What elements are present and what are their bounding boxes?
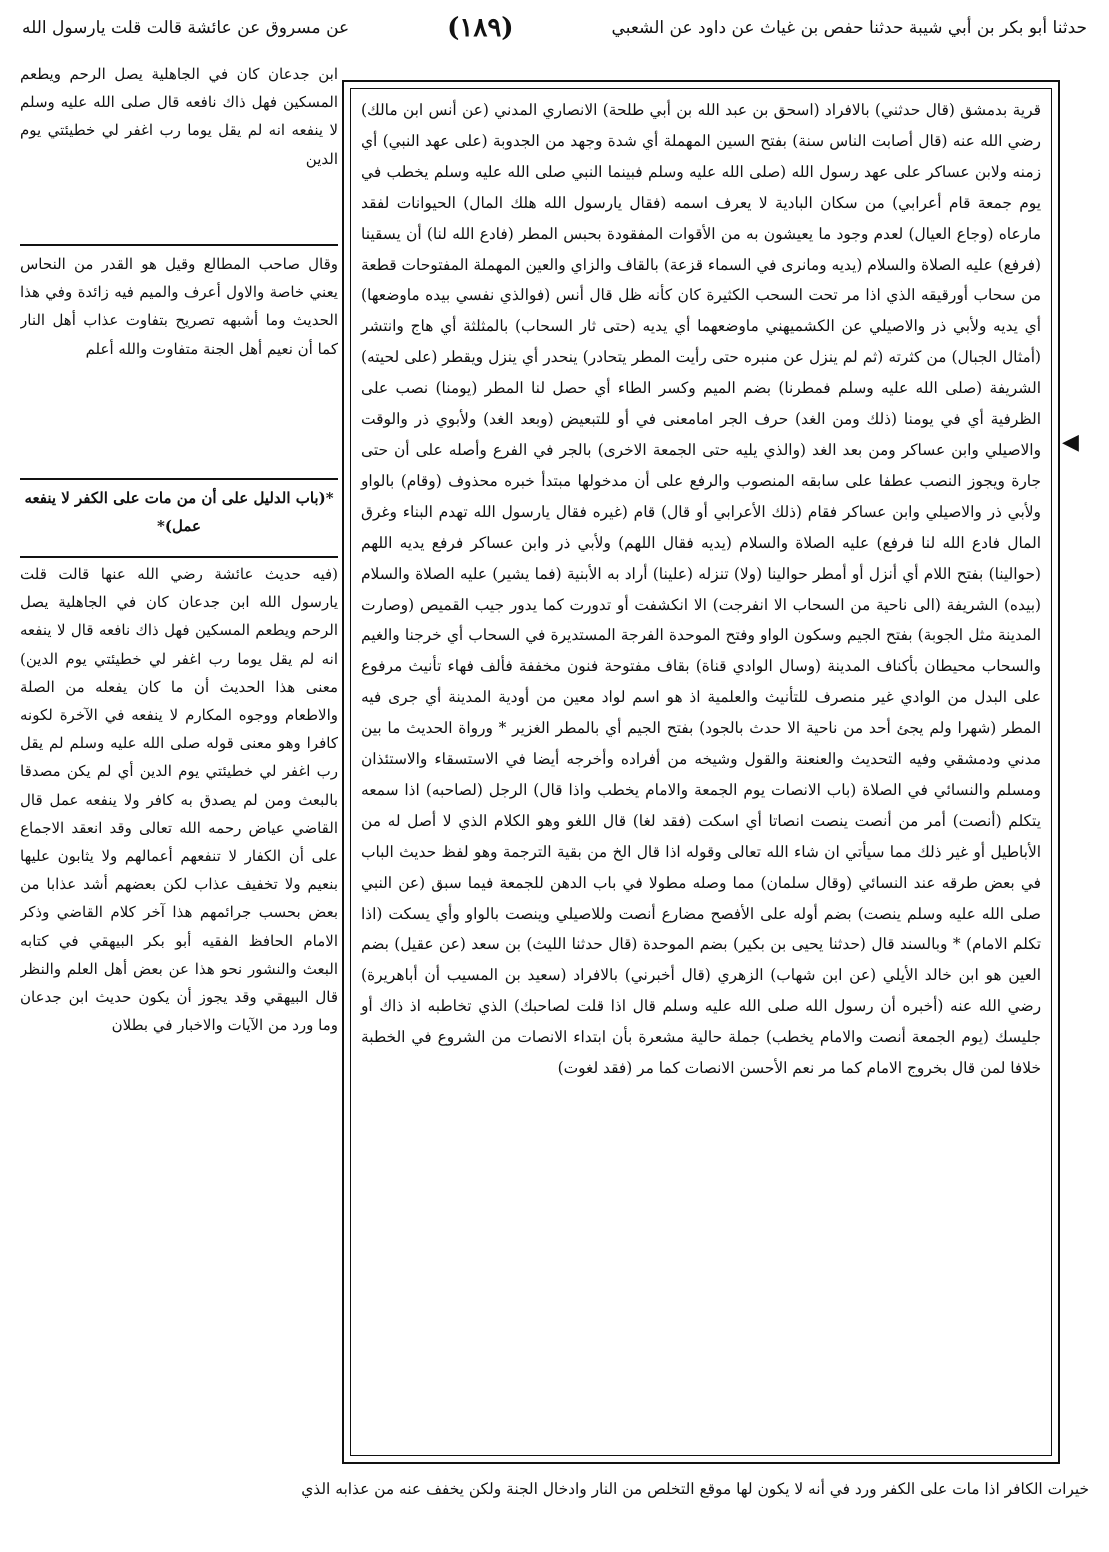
side-divider xyxy=(20,244,338,246)
margin-ornament-icon: ◀ xyxy=(1062,430,1079,455)
side-block-1 xyxy=(20,60,338,240)
main-column xyxy=(350,88,1052,1456)
chapter-title xyxy=(20,484,338,552)
page-number: (١٨٩) xyxy=(447,13,514,43)
footer-text: خيرات الكافر اذا مات على الكفر ورد في أنه لا يكون لها موقع التخلص من النار وادخال الجنة ولكن يخفف عنه من عذابه الذي xyxy=(301,1480,1089,1498)
side-divider xyxy=(20,478,338,480)
side-block-2 xyxy=(20,250,338,475)
page-header xyxy=(22,4,1087,52)
header-left-text: عن مسروق عن عائشة قالت قلت يارسول الله xyxy=(22,18,350,38)
side-text-1: ابن جدعان كان في الجاهلية يصل الرحم ويطعم المسكين فهل ذاك نافعه قال صلى الله عليه وسلم لا ينفعه انه لم يقل يوما رب اغفر لي خطيئتي يوم الدين xyxy=(20,65,338,168)
header-right-text: حدثنا أبو بكر بن أبي شيبة حدثنا حفص بن غياث عن داود عن الشعبي xyxy=(611,18,1087,38)
side-divider xyxy=(20,556,338,558)
chapter-title-text: *(باب الدليل على أن من مات على الكفر لا ينفعه عمل)* xyxy=(24,489,334,536)
page-footer xyxy=(20,1474,1089,1534)
side-block-3 xyxy=(20,560,338,1475)
main-paragraph: قرية بدمشق (قال حدثني) بالافراد (اسحق بن عبد الله بن أبي طلحة) الانصاري المدني (عن أنس ابن مالك) رضي الله عنه (قال أصابت الناس سنة) بفتح السين المهملة أي شدة وجهد من الجدوبة (على عهد النبي) أي زمنه ولابن عساكر على عهد رسول الله (صلى الله عليه وسلم فبينما النبي صلى الله عليه وسلم يخطب في يوم جمعة قام أعرابي) من سكان البادية لا يعرف اسمه (فقال يارسول الله هلك المال) الحيوانات لفقد مارعاه (وجاع العيال) لعدم وجود ما يعيشون به من الأقوات المفقودة بحبس المطر (فادع الله لنا) أن يسقينا (فرفع) عليه الصلاة والسلام (يديه ومانرى في السماء قزعة) بالقاف والزاي والعين المهملة المفتوحات قطعة من سحاب أورقيقه الذي اذا مر تحت السحب الكثيرة كان كأنه ظل قال أنس (فوالذي نفسي بيده ماوضعها) أي يديه ولأبي ذر والاصيلي عن الكشميهني ماوضعهما أي يديه (حتى ثار السحاب) بالمثلثة أي هاج وانتشر (أمثال الجبال) من كثرته (ثم لم ينزل عن منبره حتى رأيت المطر يتحادر) ينحدر أي ينزل ويقطر (على لحيته) الشريفة (صلى الله عليه وسلم فمطرنا) بضم الميم وكسر الطاء أي حصل لنا المطر (يومنا) نصب على الظرفية أي في يومنا (ذلك ومن الغد) حرف الجر امامعنى في أو للتبعيض (وبعد الغد) ولأبوي ذر والوقت والاصيلي وابن عساكر ومن بعد الغد (والذي يليه حتى الجمعة الاخرى) بالجر في الفرع وأصله على أن حتى جارة ويجوز النصب عطفا على سابقه المنصوب والرفع على أن مدخولها مبتدأ خبره محذوف (وقام) بالواو ولأبي ذر والاصيلي وابن عساكر فقام (ذلك الأعرابي أو قال) قام (غيره فقال يارسول الله تهدم البناء وغرق المال فادع الله لنا فرفع) عليه الصلاة والسلام (يديه فقال اللهم) ولأبي ذر وابن عساكر فرفع يديه اللهم (حوالينا) بفتح اللام أي أنزل أو أمطر حوالينا (ولا) تنزله (علينا) أراد به الأبنية (فما يشير) عليه الصلاة والسلام (بيده) الشريفة (الى ناحية من السحاب الا انفرجت) الا انكشفت أو تدورت كما يدور جيب القميص (وصارت المدينة مثل الجوبة) بفتح الجيم وسكون الواو وفتح الموحدة الفرجة المستديرة في السحاب أي خرجنا والغيم والسحاب محيطان بأكناف المدينة (وسال الوادي قناة) بقاف مفتوحة فنون مخففة فألف فهاء تأنيث مرفوع على البدل من الوادي غير منصرف للتأنيث والعلمية اذ هو اسم لواد معين من أودية المدينة أي جرى فيه المطر (شهرا ولم يجئ أحد من ناحية الا حدث بالجود) بفتح الجيم أي بالمطر الغزير * ورواة الحديث ما بين مدني ودمشقي وفيه التحديث والعنعنة والقول وشيخه من أفراده وأخرجه أيضا في الاستسقاء والاستئذان ومسلم والنسائي في الصلاة (باب الانصات يوم الجمعة والامام يخطب واذا قال) الرجل (لصاحبه) اذا سمعه يتكلم (أنصت) أمر من أنصت ينصت انصاتا أي اسكت (فقد لغا) قال اللغو وهو الكلام الذي لا أصل له من الأباطيل أو غير ذلك مما سيأتي ان شاء الله تعالى وقوله اذا قال الخ من بقية الترجمة وهو لفظ حديث الباب في بعض طرقه عند النسائي (وقال سلمان) مما وصله مطولا في باب الدهن للجمعة فيما سبق (عن النبي صلى الله عليه وسلم ينصت) بضم أوله على الأفصح مضارع أنصت وللاصيلي وينصت بالواو وأي يسكت (اذا تكلم الامام) * وبالسند قال (حدثنا يحيى بن بكير) بضم الموحدة (قال حدثنا الليث) بن سعد (عن عقيل) بضم العين هو ابن خالد الأيلي (عن ابن شهاب) الزهري (قال أخبرني) بالافراد (سعيد بن المسيب أن أباهريرة) رضي الله عنه (أخبره أن رسول الله صلى الله عليه وسلم قال اذا قلت لصاحبك) الذي تخاطبه اذ ذاك أو جليسك (يوم الجمعة أنصت والامام يخطب) جملة حالية مشعرة بأن ابتداء الانصات من الشروع في الخطبة خلافا لمن قال بخروج الامام كما مر نعم الأحسن الانصات كما مر (فقد لغوت) xyxy=(361,101,1041,1078)
side-text-2: وقال صاحب المطالع وقيل هو القدر من النحاس يعني خاصة والاول أعرف والميم فيه زائدة وفي هذا الحديث وما أشبهه تصريح بتفاوت عذاب أهل النار كما أن نعيم أهل الجنة متفاوت والله أعلم xyxy=(20,255,338,358)
side-text-3: (فيه حديث عائشة رضي الله عنها قالت قلت يارسول الله ابن جدعان كان في الجاهلية يصل الرحم ويطعم المسكين فهل ذاك نافعه قال لا ينفعه انه لم يقل يوما رب اغفر لي خطيئتي يوم الدين) معنى هذا الحديث أن ما كان يفعله من الصلة والاطعام ووجوه المكارم لا ينفعه في الآخرة لكونه كافرا وهو معنى قوله صلى الله عليه وسلم لم يقل رب اغفر لي خطيئتي يوم الدين أي لم يكن مصدقا بالبعث ومن لم يصدق به كافر ولا ينفعه عمل قال القاضي عياض رحمه الله تعالى وقد انعقد الاجماع على أن الكفار لا تنفعهم أعمالهم ولا يثابون عليها بنعيم ولا تخفيف عذاب لكن بعضهم أشد عذابا من بعض بحسب جرائمهم هذا آخر كلام القاضي وذكر الامام الحافظ الفقيه أبو بكر البيهقي في كتابه البعث والنشور نحو هذا عن بعض أهل العلم والنظر قال البيهقي وقد يجوز أن يكون حديث ابن جدعان وما ورد من الآيات والاخبار في بطلان xyxy=(20,565,338,1035)
